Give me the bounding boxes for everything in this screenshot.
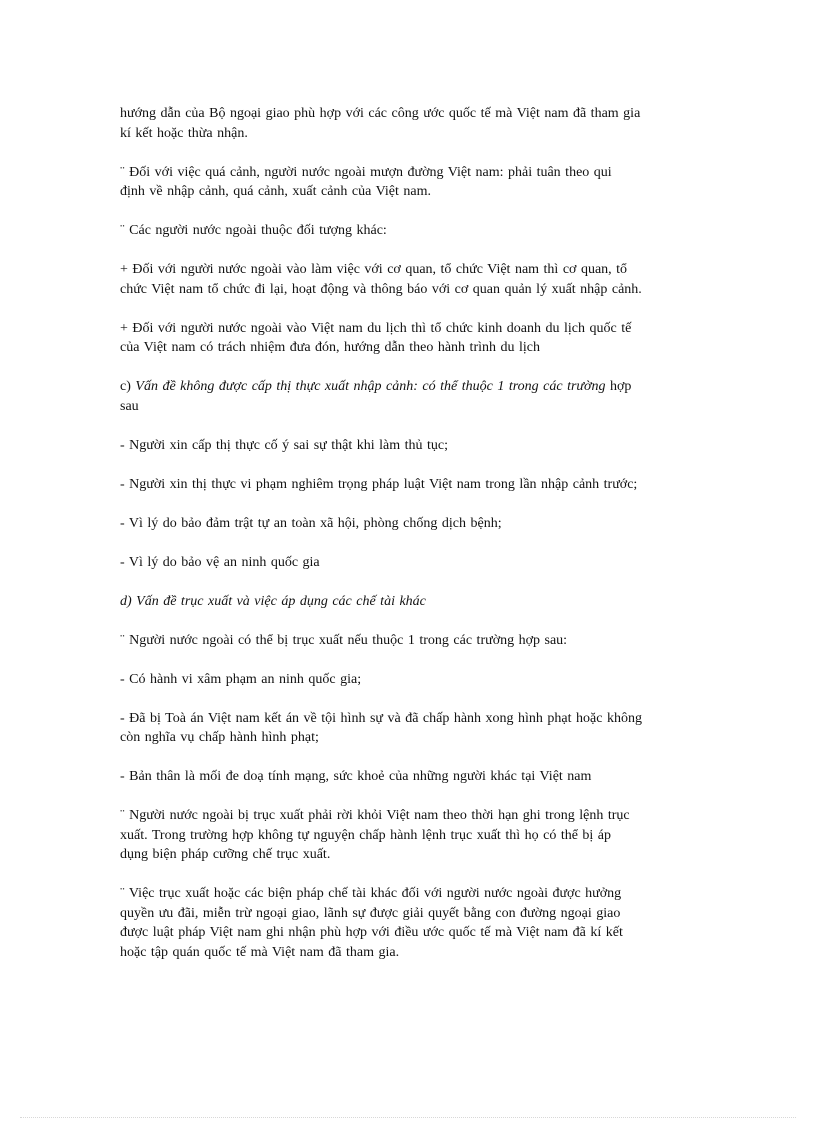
list-item-security-violation <box>120 670 700 690</box>
paragraph-transit <box>120 163 700 202</box>
text-line: được luật pháp Việt nam ghi nhận phù hợp với điều ước quốc tế mà Việt nam đã kí kết <box>120 925 623 940</box>
paragraph-tourism <box>120 319 700 358</box>
list-item-court-sentence <box>120 709 700 748</box>
paragraph-1 <box>120 104 700 143</box>
section-c-continuation: sau <box>120 398 139 414</box>
section-d-heading <box>120 592 700 612</box>
text-line: hướng dẫn của Bộ ngoại giao phù hợp với các công ước quốc tế mà Việt nam đã tham gia <box>120 106 641 121</box>
document-body <box>120 104 700 982</box>
text-line: + Đối với người nước ngoài vào làm việc với cơ quan, tổ chức Việt nam thì cơ quan, tổ <box>120 262 628 277</box>
text-line: + Đối với người nước ngoài vào Việt nam du lịch thì tổ chức kinh doanh du lịch quốc tế <box>120 320 632 336</box>
text-line: quyền ưu đãi, miễn trừ ngoại giao, lãnh sự được giải quyết bằng con đường ngoại giao <box>120 905 621 921</box>
paragraph-other-foreigners <box>120 221 700 241</box>
section-c-heading <box>120 377 700 416</box>
paragraph-deportation-order <box>120 806 700 865</box>
list-item-false-info <box>120 436 700 456</box>
list-item-threat <box>120 767 700 787</box>
text-line: - Người xin thị thực vi phạm nghiêm trọng pháp luật Việt nam trong lần nhập cảnh trước; <box>120 476 638 492</box>
text-line: hoặc tập quán quốc tế mà Việt nam đã tham gia. <box>120 944 400 960</box>
text-line: - Có hành vi xâm phạm an ninh quốc gia; <box>120 671 362 687</box>
section-d-title: d) Vấn đề trục xuất và việc áp dụng các chế tài khác <box>120 593 426 609</box>
list-item-serious-violation <box>120 475 700 495</box>
section-c-title: Vấn đề không được cấp thị thực xuất nhập cảnh: có thể thuộc 1 trong các trường <box>135 379 606 394</box>
text-line: - Vì lý do bảo vệ an ninh quốc gia <box>120 554 320 570</box>
text-line: - Đã bị Toà án Việt nam kết án về tội hình sự và đã chấp hành xong hình phạt hoặc không <box>120 710 642 726</box>
page-bottom-border <box>20 1117 796 1118</box>
paragraph-work-agencies <box>120 260 700 299</box>
text-line: dụng biện pháp cưỡng chế trục xuất. <box>120 847 331 862</box>
text-line: - Người xin cấp thị thực cố ý sai sự thật khi làm thủ tục; <box>120 437 449 453</box>
list-item-public-safety <box>120 514 700 534</box>
text-line: ¨ Việc trục xuất hoặc các biện pháp chế tài khác đối với người nước ngoài được hưởng <box>120 886 622 901</box>
text-line: - Vì lý do bảo đảm trật tự an toàn xã hội, phòng chống dịch bệnh; <box>120 515 502 531</box>
text-line: của Việt nam có trách nhiệm đưa đón, hướng dẫn theo hành trình du lịch <box>120 340 540 355</box>
text-line: kí kết hoặc thừa nhận. <box>120 125 248 141</box>
paragraph-deportation-cases <box>120 631 700 651</box>
text-line: ¨ Đối với việc quá cảnh, người nước ngoài mượn đường Việt nam: phải tuân theo qui <box>120 164 612 180</box>
text-line: ¨ Các người nước ngoài thuộc đối tượng khác: <box>120 223 387 238</box>
text-line: ¨ Người nước ngoài bị trục xuất phải rời khỏi Việt nam theo thời hạn ghi trong lệnh trục <box>120 808 630 823</box>
text-line: định về nhập cảnh, quá cảnh, xuất cảnh của Việt nam. <box>120 184 431 199</box>
text-line: ¨ Người nước ngoài có thể bị trục xuất nếu thuộc 1 trong các trường hợp sau: <box>120 632 568 648</box>
text-line: xuất. Trong trường hợp không tự nguyện chấp hành lệnh trục xuất thì họ có thể bị áp <box>120 827 612 843</box>
section-c-prefix: c) <box>120 379 136 394</box>
text-line: - Bản thân là mối đe doạ tính mạng, sức khoẻ của những người khác tại Việt nam <box>120 769 592 784</box>
list-item-national-security <box>120 553 700 573</box>
text-line: còn nghĩa vụ chấp hành hình phạt; <box>120 730 319 745</box>
paragraph-diplomatic-immunity <box>120 884 700 962</box>
text-line: chức Việt nam tổ chức đi lại, hoạt động và thông báo với cơ quan quản lý xuất nhập cảnh. <box>120 281 642 297</box>
section-c-suffix: hợp <box>605 379 632 394</box>
